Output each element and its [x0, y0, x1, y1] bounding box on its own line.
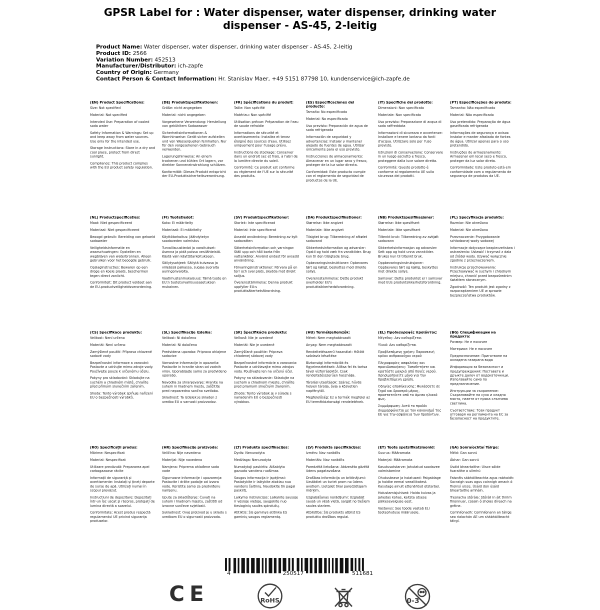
block-paragraph: Størrelse: Ikke angivet [306, 221, 344, 225]
block-paragraph: Istruzioni di conservazione: Conservare in un luogo asciutto e fresco, proteggere dalla luce solare diretta. [378, 150, 443, 163]
ce-mark-icon: CE [169, 582, 209, 606]
block-paragraph: Utilizare prevăzută: Prepararea apei carbogazoase răcite [90, 464, 150, 473]
block-paragraph: Varnostne informacije in opozorila: Postavite in hranite stran od vodnih virov. Uporabljajte samo za predvideno uporabo. [162, 360, 227, 378]
block-paragraph: Προβλεπόμενη χρήση: Παρασκευή κρύου ανθρακούχου νερού [378, 349, 435, 358]
block-header: (CS) Specifikace produktu: [90, 330, 142, 335]
block-paragraph: Numatytoji paskirtis: Atšaldyto gazuoto vandens ruošimas [234, 464, 285, 473]
block-header: (HU) Termékjellemzők: [306, 330, 351, 335]
block-header: (PT) Especificações do produto: [450, 100, 512, 105]
block-paragraph: Avsedd användning: Beredning av kylt sodavatten [234, 234, 298, 243]
block-paragraph: Zgodność: Ten produkt jest zgodny z rozporządzeniem UE w sprawie bezpieczeństwa produktów. [450, 284, 511, 298]
block-paragraph: Maat: Niet gespecificeerd [90, 221, 133, 225]
language-block-sl [162, 330, 234, 445]
block-paragraph: Upute za skladištenje: Čuvati na suhom i hladnom mjestu, zaštititi od izravne sunčeve svjetlosti. [162, 495, 223, 508]
block-header: (GA) Sonraíochtaí Táirge: [450, 445, 499, 450]
language-block-et [378, 445, 450, 560]
block-paragraph: Instructions de stockage: Conserver dans un endroit sec et frais, à l'abri de la lumière directe du soleil. [234, 150, 298, 163]
block-paragraph: Treoracha stórála: Stóráil in áit thirim fhionnuar, cosain ó sholas díreach na gréine. [450, 495, 512, 508]
language-block-de [162, 100, 234, 215]
block-paragraph: Conformità: Questo prodotto è conforme al regolamento UE sulla sicurezza dei prodotti. [378, 165, 434, 178]
block-paragraph: Conformiteit: Dit product voldoet aan de EU-productveiligheidsverordening. [90, 280, 153, 289]
block-paragraph: Μέγεθος: Δεν καθορίζεται [378, 336, 422, 340]
block-paragraph: Lagerungshinweise: An einem trockenen und kühlen Ort lagern, vor direkter Sonneneinstrahlung schützen. [162, 154, 227, 167]
block-paragraph: Uso previsto: Preparación de agua de soda refrigerada [306, 124, 368, 133]
block-paragraph: Οδηγίες αποθήκευσης: Φυλάσσετε σε ξηρό και δροσερό μέρος, προστατεύετε από το άμεσο ηλιακό φως. [378, 384, 441, 402]
block-paragraph: Opbevaringsinstruktioner: Opbevares tørt og køligt, beskyttes mod direkte sollys. [306, 261, 368, 274]
block-paragraph: Sigurnosne informacije i upozorenja: Postavite i držite podalje od izvora vode. Koristite samo za predviđenu namjenu. [162, 475, 223, 493]
block-paragraph: Veiligheidsinformatie en waarschuwingen: Opstellen en wegblijven van waterbronnen. Alleen gebruiken voor het beoogde gebruik. [90, 245, 152, 263]
block-paragraph: Velikost: Ni določeno [162, 336, 197, 340]
block-paragraph: Größe: nicht angegeben [162, 106, 202, 110]
language-block-cs [90, 330, 162, 445]
block-paragraph: Ábhar: Gan sonrú [450, 457, 479, 462]
block-paragraph: Conformidad: Este producto cumple con el reglamento de seguridad de productos de la UE. [306, 169, 366, 183]
block-paragraph: Instrucciones de almacenamiento: Almacenar en un lugar seco y fresco, proteger de la luz solar directa. [306, 154, 368, 167]
age-label: 0-3 [406, 597, 420, 605]
block-header: (ES) Especificaciones del producto: [306, 100, 355, 109]
block-paragraph: Zamýšlené použití: Příprava chlazené sodové vody [90, 349, 152, 358]
block-paragraph: Bezpečnostné informácie a varovania: Postavte a udržiavajte mimo zdrojov vody. Používajte len na určený účel. [234, 360, 298, 374]
block-paragraph: Mărime: Nespecificat [90, 451, 125, 455]
block-paragraph: Koko: Ei määritelty [162, 221, 194, 225]
language-block-it [378, 100, 450, 215]
block-header: (EN) Product Specifications: [90, 100, 145, 105]
block-paragraph: Veličina: Nije navedeno [162, 451, 201, 455]
block-paragraph: Съответствие: Този продукт отговаря на регламента на ЕС за безопасност на продуктите. [450, 408, 509, 421]
rohs-icon [257, 583, 283, 609]
block-header: (BG) Спецификации на продукта: [450, 330, 496, 339]
block-paragraph: Överensstämmelse: Denna produkt uppfyller EU:s produktsäkerhetsförordning. [234, 280, 293, 293]
block-header: (HR) Specifikacije proizvoda: [162, 445, 219, 450]
block-paragraph: Laikymo instrukcijos: Laikykite sausoje ir vėsioje vietoje, saugokite nuo tiesioginių saulės spindulių. [234, 495, 298, 508]
field-label: Variation Number: [96, 56, 153, 63]
block-paragraph: Méid: Gan sonrú [450, 451, 478, 455]
block-paragraph: Material: Inte specificerat [234, 227, 277, 232]
block-paragraph: Kasutusotstarve: Jahutatud soodavee valmistamine [378, 464, 440, 473]
block-paragraph: Vorgesehene Verwendung: Herstellung von gekühltem Sodawasser [162, 119, 227, 128]
block-paragraph: Material: No especificado [306, 117, 348, 121]
block-header: (LT) Produkto specifikacijos: [234, 445, 289, 450]
block-paragraph: Vaatimustenmukaisuus: Tämä tuote on EU:n tuoteturvallisuusasetuksen mukainen. [162, 276, 227, 289]
block-header: (DE) Produktspezifikationen: [162, 100, 219, 105]
block-paragraph: Tamaño: No especificado [306, 110, 348, 115]
block-paragraph: Anyag: Nem meghatározott [306, 342, 352, 347]
block-paragraph: Utilisation prévue: Préparation de l'eau de soude refroidie [234, 119, 299, 128]
page-title [0, 7, 600, 33]
field-label: Country of Origin: [96, 69, 152, 76]
block-header: (SK) Špecifikácie produktu: [234, 330, 288, 335]
block-paragraph: Izmērs: Nav norādīts [306, 451, 341, 455]
block-paragraph: Información de seguridad y advertencias: Instalar y mantener alejado de fuentes de agua. Utilizar únicamente para el uso previsto. [306, 135, 365, 152]
language-block-es [306, 100, 378, 215]
product-info-row [96, 76, 566, 82]
block-paragraph: Tiltenkt bruk: Tilberedning av avkjølt sodavann [378, 234, 439, 243]
block-paragraph: Namjena: Priprema ohlađene soda vode [162, 464, 220, 473]
block-paragraph: Uso pretendido: Preparação de água gaseificada refrigerada [450, 119, 511, 128]
block-paragraph: Tamanho: Não especificado [450, 106, 496, 110]
block-paragraph: Dimensioni: Non specificato [378, 106, 425, 110]
block-paragraph: Suurus: Määramata [378, 451, 411, 455]
block-paragraph: Safety Information & Warnings: Set up and keep away from water sources. Use only for the intended use. [90, 130, 154, 144]
block-paragraph: Biztonsági információk és figyelmeztetések: Állítsa fel és tartsa távol vízforrásoktól. Csak rendeltetésszerűen használja. [306, 360, 368, 378]
field-label: Contact Person & Contact Information: [96, 75, 217, 82]
block-paragraph: Materiál: Není určeno [90, 342, 126, 347]
language-block-nl [90, 215, 162, 330]
block-header: (DA) Produktspecifikationer: [306, 215, 362, 220]
block-paragraph: Opslaginstructies: Bewaren op een droge en koele plaats, beschermen tegen direct zonlicht. [90, 265, 149, 278]
language-block-sk [234, 330, 306, 445]
language-grid [90, 100, 528, 560]
language-block-bg [450, 330, 522, 445]
block-header: (RO) Specificații produs: [90, 445, 138, 450]
page-title-line1: GPSR Label for : Water dispenser, water dispenser, drinking water [103, 7, 497, 19]
block-paragraph: Размер: Не е посочен [450, 340, 488, 345]
field-value: Water dispenser, water dispenser, drinking water dispenser - AS-45, 2-leitig [143, 43, 353, 50]
block-paragraph: Sicherheitsinformationen & Warnhinweise: Gerät sicher aufstellen und von Wasserquellen fernhalten. Nur für den vorgesehenen Gebrauch verwenden. [162, 130, 227, 152]
block-paragraph: Материал: Не е посочен [450, 347, 493, 351]
block-paragraph: Velikost: Není určeno [90, 336, 125, 340]
block-paragraph: Sukladnost: Ovaj proizvod je u skladu s uredbom EU o sigurnosti proizvoda. [162, 510, 227, 519]
block-paragraph: Инструкции за съхранение: Съхранявайте на сухо и хладно място, пазете от пряка слънчева светлина. [450, 388, 508, 406]
block-paragraph: Zhoda: Tento výrobok je v súlade s nariadením EÚ o bezpečnosti výrobkov. [234, 391, 292, 404]
block-paragraph: Ohutusteave ja hoiatused: Paigaldage ja hoidke eemal veeallikatest. Kasutage ainult ettenähtud otstarbel. [378, 475, 441, 489]
block-paragraph: Przeznaczenie: Przygotowanie schłodzonej wody sodowej [450, 234, 500, 243]
block-paragraph: Intended Use: Preparation of cooled soda water [90, 119, 150, 128]
block-header: (ET) Toote spetsifikatsioonid: [378, 445, 435, 450]
block-header: (NB) Produktspesifikasjoner: [378, 215, 435, 220]
block-paragraph: Säilytysohjeet: Säilytä kuivassa ja viileässä paikassa, suojaa suoralta auringonvalolta. [162, 261, 220, 274]
block-paragraph: Υλικό: Δεν καθορίζεται [378, 342, 417, 347]
rohs-label: RoHS [260, 596, 280, 605]
block-paragraph: Instrucțiuni de depozitare: Depozitați într-un loc uscat și răcoros, protejați de lumina directă a soarelui. [90, 495, 155, 508]
block-paragraph: Tárolási utasítások: Száraz, hűvös helyen tárolja, óvja a közvetlen napfénytől. [306, 380, 362, 393]
block-paragraph: Materiaali: Ei määritelty [162, 227, 202, 232]
barcode [225, 558, 375, 577]
language-block-hu [306, 330, 378, 445]
language-block-el [378, 330, 450, 445]
block-paragraph: Uso previsto: Preparazione di acqua di soda raffreddata [378, 119, 442, 128]
weee-bin-icon [331, 583, 356, 610]
block-paragraph: Conformidade: Este produto está em conformidade com o regulamento de segurança de produtos da UE. [450, 165, 512, 178]
block-paragraph: Informacje dotyczące bezpieczeństwa i ostrzeżenia: Ustawić i trzymać z dala od źródeł wody. Używać wyłącznie zgodnie z przeznaczeniem. [450, 245, 515, 263]
block-paragraph: Megfelelőség: Ez a termék megfelel az EU termékbiztonsági rendeletének. [306, 395, 371, 404]
field-label: Product ID: [96, 49, 131, 57]
barcode-digits-left: 250517 [282, 571, 304, 577]
block-paragraph: Drošības informācija un brīdinājumi: Uzstādiet un turiet prom no ūdens avotiem. Lietojiet tikai paredzētajam mērķim. [306, 475, 367, 493]
field-value: ich-zapfe [177, 62, 204, 70]
block-paragraph: Faisnéis sábháilteachta agus rabhaidh: Socraigh suas agus coinnigh amach ó fhoinsí uisce. Úsáid don úsáid bheartaithe amháin. [450, 475, 515, 493]
block-paragraph: Oppbevaringsinstruksjoner: Oppbevares tørt og kjølig, beskyttes mot direkte sollys. [378, 261, 438, 274]
block-paragraph: Materjal: Määramata [378, 457, 413, 462]
block-paragraph: Shoda: Tento výrobek splňuje nařízení EU o bezpečnosti výrobků. [90, 391, 153, 400]
block-paragraph: Käyttötarkoitus: Jäähdytetyn soodaveden valmistus [162, 234, 210, 243]
block-paragraph: Informations de sécurité et avertissements: Installez et tenez éloigné des sources d'eau. Utilisez uniquement pour l'usage prévu. [234, 130, 291, 148]
page-title-line2: dispenser - AS-45, 2-leitig [222, 20, 378, 32]
block-header: (LV) Produkta specifikācijas: [306, 445, 362, 450]
block-header: (FI) Tuotetiedot: [162, 215, 194, 220]
block-header: (IT) Specifiche del prodotto: [378, 100, 433, 105]
block-paragraph: Vastavus: See toode vastab ELi tooteohutuse määrusele. [378, 506, 430, 515]
block-paragraph: Medžiaga: Nenurodyta [234, 457, 272, 462]
product-info [96, 44, 566, 82]
language-block-sv [234, 215, 306, 330]
block-paragraph: Compliance: This product complies with the EU product safety regulation. [90, 161, 153, 170]
block-paragraph: Συμμόρφωση: Αυτό το προϊόν συμμορφώνεται με τον κανονισμό της ΕΕ για την ασφάλεια των προϊόντων. [378, 404, 442, 417]
block-paragraph: Informações de segurança e avisos: Instalar e manter afastado de fontes de água. Utilizar apenas para o uso pretendido. [450, 130, 511, 148]
block-paragraph: Paredzētā lietošana: Atdzesēta gāzētā ūdens pagatavošana [306, 464, 370, 473]
block-header: (EL) Προδιαγραφές προϊόντος: [378, 330, 438, 335]
block-paragraph: Material: Nespecificat [90, 457, 126, 462]
language-block-en [90, 100, 162, 215]
block-paragraph: Materiál: Nie je uvedené [234, 342, 275, 347]
compliance-icons [0, 583, 600, 610]
block-header: (SV) Produktspecifikationer: [234, 215, 290, 220]
block-paragraph: Uzglabāšanas norādījumi: Uzglabāt sausā un vēsā vietā, sargāt no tiešiem saules stariem. [306, 495, 370, 508]
block-paragraph: Materiale: Non specificato [378, 112, 422, 117]
language-block-da [306, 215, 378, 330]
block-paragraph: Beoogd gebruik: Bereiding van gekoeld sodawater [90, 234, 156, 243]
field-value: Germany [153, 69, 179, 76]
field-value: 2566 [132, 49, 147, 57]
block-paragraph: Storage Instructions: Store in a dry and cool place, protect from direct sunlight. [90, 146, 156, 159]
block-paragraph: Förvaringsinstruktioner: Förvara på en torr och sval plats, skydda mot direkt solljus. [234, 265, 298, 278]
product-info-section [96, 44, 566, 88]
block-paragraph: Materiale: Ikke spesifisert [378, 227, 421, 232]
block-paragraph: Samsvar: Dette produktet er i samsvar med EUs produktsikkerhetsforordning. [378, 276, 443, 285]
language-block-pl [450, 215, 522, 330]
footer [0, 558, 600, 610]
field-label: Manufacturer/Distributor: [96, 62, 177, 70]
language-block-hr [162, 445, 234, 560]
barcode-digits-right: 511681 [352, 571, 373, 577]
block-paragraph: Sikkerhedsinformation og advarsler: Opstil og hold væk fra vandkilder. Brug kun til den tilsigtede brug. [306, 245, 371, 259]
block-paragraph: Hoiustamisjuhised: Hoida kuivas ja jahedas kohas, kaitsta otsese päikesevalguse eest. [378, 491, 436, 504]
block-paragraph: Overensstemmelse: Dette produkt overholder EU's produktsikkerhedsforordning. [306, 276, 364, 289]
block-paragraph: Rozmiar: Nie określono [450, 221, 488, 225]
block-paragraph: Instruções de armazenamento: Armazenar em local seco e fresco, proteger da luz solar direta. [450, 150, 507, 163]
block-paragraph: Materiale: Ikke angivet [306, 227, 344, 232]
block-paragraph: Materiaal: Niet gespecificeerd [90, 227, 140, 232]
block-paragraph: Material: Not specified [90, 112, 128, 117]
field-value: 452513 [154, 56, 176, 63]
block-paragraph: Konformität: Dieses Produkt entspricht der EU-Produktsicherheitsverordnung. [162, 169, 226, 178]
block-header: (PL) Specyfikacja produktu: [450, 215, 504, 220]
block-paragraph: Zamýšľané použitie: Príprava chladenej sódovej vody [234, 349, 283, 358]
block-paragraph: Saugos informacija ir įspėjimai: Pastatykite ir laikykite atokiau nuo vandens šaltinių. Naudokite tik pagal paskirtį. [234, 475, 296, 493]
language-block-pt [450, 100, 522, 215]
block-paragraph: Atbilstība: Šis produkts atbilst ES produktu drošības regulai. [306, 510, 361, 519]
block-paragraph: Πληροφορίες ασφαλείας και προειδοποιήσεις: Τοποθετήστε και κρατήστε μακριά από πηγές νερού. Χρησιμοποιείτε μόνο για την προβλεπόμενη χρήση. [378, 360, 437, 382]
block-paragraph: Navodila za shranjevanje: Hranite na suhem in hladnem mestu, zaščitite pred neposredno sončno svetlobo. [162, 380, 224, 393]
block-paragraph: Storlek: Inte specificerad [234, 221, 276, 225]
block-paragraph: Informazioni di sicurezza e avvertenze: Installare e tenere lontano da fonti d'acqua. Utilizzare solo per l'uso previsto. [378, 130, 443, 148]
block-paragraph: Atitiktis: Šis gaminys atitinka ES gaminių saugos reglamentą. [234, 510, 288, 519]
block-header: (SL) Specifikacije izdelka: [162, 330, 212, 335]
language-block-ro [90, 445, 162, 560]
block-paragraph: Tilsigtet brug: Tilberedning af afkølet sodavand [306, 234, 368, 243]
block-paragraph: Rendeltetésszerű használat: Hűtött szódavíz készítése [306, 349, 365, 358]
block-paragraph: Säkerhetsinformation och varningar: Ställ upp och håll borta från vattenkällor. Använd endast för avsedd användning. [234, 245, 299, 263]
language-block-fi [162, 215, 234, 330]
block-paragraph: Størrelse: Ikke spesifisert [378, 221, 420, 225]
language-block-lt [234, 445, 306, 560]
block-paragraph: Size: Not specified [90, 106, 121, 110]
block-paragraph: Dydis: Nenurodyta [234, 451, 265, 455]
block-header: (NL) Productspecificaties: [90, 215, 141, 220]
block-paragraph: Skladnost: Ta izdelek je skladen z uredbo EU o varnosti proizvodov. [162, 395, 218, 404]
block-paragraph: Comhlíonadh: Comhlíonann an táirge seo rialachán AE um shábháilteacht táirgí. [450, 510, 512, 523]
block-paragraph: Conformité: Ce produit est conforme au règlement de l'UE sur la sécurité des produits. [234, 165, 295, 178]
block-paragraph: Matériau: Non spécifié [234, 112, 272, 117]
block-paragraph: Turvallisuustiedot ja varoitukset: Asenna ja pidä poissa vesilähteistä. Käytä vain käyttötarkoitukseen. [162, 245, 221, 259]
block-paragraph: Информация за безопасност и предупреждения: Поставете и дръжте далеч от водоизточници. Използвайте само по предназначение. [450, 365, 509, 386]
block-paragraph: Conformitate: Acest produs respectă regulamentul UE privind siguranța produselor. [90, 510, 151, 523]
block-paragraph: Material: nicht angegeben [162, 112, 206, 117]
block-paragraph: Material: Ni določeno [162, 342, 198, 347]
field-value: Hr. Stanislav Maer, +49 5151 87798 10, kundenservice@ich-zapfe.de [218, 75, 410, 82]
language-block-ga [450, 445, 522, 560]
block-paragraph: Úsáid bheartaithe: Uisce sóide fuaraithe a ullmhú [450, 464, 501, 473]
block-paragraph: Предназначение: Приготвяне на охладена газирана вода [450, 354, 508, 363]
barcode-digit-first: 4 [227, 571, 231, 577]
block-paragraph: Veľkosť: Nie je uvedené [234, 336, 274, 340]
block-paragraph: Instrukcje przechowywania: Przechowywać w suchym i chłodnym miejscu, chronić przed bezpośrednim światłem słonecznym. [450, 265, 512, 282]
field-label: Product Name: [96, 43, 143, 50]
block-paragraph: Materiāls: Nav norādīts [306, 457, 345, 462]
block-paragraph: Predvidena uporaba: Priprava ohlajene sodavice [162, 349, 227, 358]
block-paragraph: Taille: Non spécifié [234, 106, 265, 110]
block-paragraph: Méret: Nem meghatározott [306, 336, 351, 340]
block-paragraph: Materijal: Nije navedeno [162, 457, 203, 462]
language-block-fr [234, 100, 306, 215]
block-header: (FR) Spécifications du produit: [234, 100, 294, 105]
language-block-nb [378, 215, 450, 330]
block-paragraph: Pokyny pro skladování: Skladujte na suchém a chladném místě, chraňte před přímým slunečním zářením. [90, 376, 150, 389]
block-paragraph: Informații de siguranță și avertismente: Instalați și țineți departe de surse de apă. Utilizați numai în scopul prevăzut. [90, 475, 155, 493]
age-warning-0-3-icon [404, 583, 431, 610]
block-paragraph: Materiał: Nie określono [450, 227, 489, 232]
block-paragraph: Pokyny na skladovanie: Skladujte na suchom a chladnom mieste, chráňte pred priamym slnečným žiarením. [234, 376, 295, 389]
block-paragraph: Material: Não especificado [450, 112, 494, 117]
block-paragraph: Sikkerhetsinformasjon og advarsler: Sett opp og hold unna vannkilder. Brukes kun til tiltenkt bruk. [378, 245, 438, 259]
block-paragraph: Bezpečnostní informace a varování: Postavte a udržujte mimo zdroje vody. Používejte pouze k určenému účelu. [90, 360, 154, 374]
language-block-lv [306, 445, 378, 560]
